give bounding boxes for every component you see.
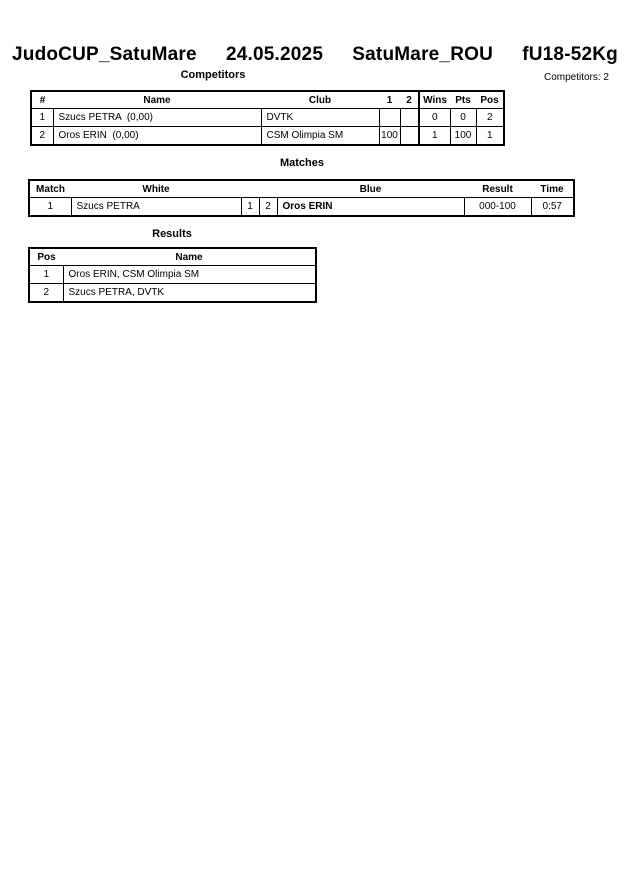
result-row xyxy=(29,266,316,284)
competitor-wins-cell: 0 xyxy=(419,109,450,127)
competitor-club-cell: CSM Olimpia SM xyxy=(261,127,379,146)
match-time-cell: 0:57 xyxy=(531,198,574,217)
results-heading: Results xyxy=(152,228,192,240)
competitor-pos-cell: 2 xyxy=(476,109,504,127)
competitors-header-row xyxy=(31,91,504,109)
competitor-name-cell: Oros ERIN (0,00) xyxy=(53,127,261,146)
title-weight-category: fU18-52Kg xyxy=(522,44,618,65)
spacer-cell xyxy=(259,180,277,198)
result-name-cell: Szucs PETRA, DVTK xyxy=(63,284,316,303)
competitor-number-cell: 2 xyxy=(31,127,53,146)
competitor-round1-cell xyxy=(379,109,400,127)
col-header-white: White xyxy=(71,180,241,198)
competitor-pos-cell: 1 xyxy=(476,127,504,146)
competitor-round2-cell xyxy=(400,127,419,146)
result-pos-cell: 1 xyxy=(29,266,63,284)
title-location: SatuMare_ROU xyxy=(352,44,494,65)
title-tournament-name: JudoCUP_SatuMare xyxy=(12,44,197,65)
matches-table xyxy=(28,179,575,217)
match-blue-name-cell: Oros ERIN xyxy=(277,198,464,217)
match-result-cell: 000-100 xyxy=(464,198,531,217)
col-header-round1: 1 xyxy=(379,91,400,109)
col-header-result: Result xyxy=(464,180,531,198)
page-title xyxy=(12,44,618,66)
col-header-match: Match xyxy=(29,180,71,198)
col-header-blue: Blue xyxy=(277,180,464,198)
competitor-row xyxy=(31,127,504,146)
competitor-pts-cell: 100 xyxy=(450,127,476,146)
result-name-cell: Oros ERIN, CSM Olimpia SM xyxy=(63,266,316,284)
competitors-count-label: Competitors: 2 xyxy=(543,72,609,83)
match-white-name-cell: Szucs PETRA xyxy=(71,198,241,217)
competitor-name-cell: Szucs PETRA (0,00) xyxy=(53,109,261,127)
matches-heading: Matches xyxy=(279,157,325,169)
result-pos-cell: 2 xyxy=(29,284,63,303)
results-table xyxy=(28,247,317,303)
result-row xyxy=(29,284,316,303)
competitor-wins-cell: 1 xyxy=(419,127,450,146)
col-header-club: Club xyxy=(261,91,379,109)
spacer-cell xyxy=(241,180,259,198)
competitor-number-cell: 1 xyxy=(31,109,53,127)
col-header-time: Time xyxy=(531,180,574,198)
col-header-number: # xyxy=(31,91,53,109)
col-header-wins: Wins xyxy=(419,91,450,109)
title-date: 24.05.2025 xyxy=(226,44,324,65)
col-header-pos: Pos xyxy=(476,91,504,109)
col-header-round2: 2 xyxy=(400,91,419,109)
match-row xyxy=(29,198,574,217)
competitor-row xyxy=(31,109,504,127)
col-header-name: Name xyxy=(63,248,316,266)
match-blue-number-cell: 2 xyxy=(259,198,277,217)
col-header-pts: Pts xyxy=(450,91,476,109)
competitor-round2-cell xyxy=(400,109,419,127)
competitors-table xyxy=(30,90,505,146)
competitor-pts-cell: 0 xyxy=(450,109,476,127)
match-number-cell: 1 xyxy=(29,198,71,217)
competitor-round1-cell: 100 xyxy=(379,127,400,146)
col-header-pos: Pos xyxy=(29,248,63,266)
results-header-row xyxy=(29,248,316,266)
competitors-heading: Competitors xyxy=(180,69,246,81)
match-white-number-cell: 1 xyxy=(241,198,259,217)
competitor-club-cell: DVTK xyxy=(261,109,379,127)
col-header-name: Name xyxy=(53,91,261,109)
matches-header-row xyxy=(29,180,574,198)
